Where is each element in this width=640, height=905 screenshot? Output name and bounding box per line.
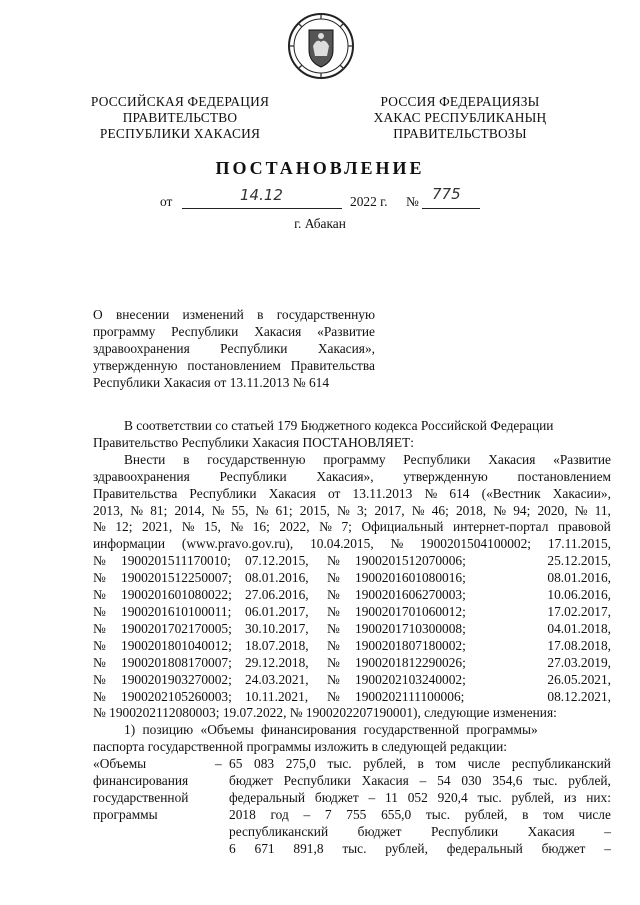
word: здравоохранения [93,468,190,484]
registry-cell: 1900201701060012; [355,603,466,619]
amendment-line [93,452,611,469]
body-paragraph-line: В соответствии со статьей 179 Бюджетного кодекса Российской Федерации [124,418,554,433]
header-left-line: РЕСПУБЛИКИ ХАКАСИЯ [99,126,261,141]
word: 671 [254,840,275,856]
passport-left-line: «Объемы [93,756,147,772]
subject-block [93,306,375,391]
word: год [270,806,289,822]
word: № [181,519,195,535]
item-1-line: 1) позицию «Объемы финансирования государственной программы» [124,722,538,738]
word: Республики [219,468,287,484]
word: 614 [449,485,470,501]
header-right-line: РОССИЯ ФЕДЕРАЦИЯЗЫ [380,94,540,109]
word: 94; [513,502,531,518]
word: (www.pravo.gov.ru), [181,536,294,552]
word: том [543,806,564,822]
word: Хакасия [527,823,575,839]
word: 16; [252,519,270,535]
amendment-line [93,503,611,520]
word: числе [467,756,501,772]
registry-row [93,587,611,604]
word: Правительства [93,485,178,501]
passport-right-column [229,756,611,857]
registry-row [93,570,611,587]
passport-right-line [229,824,611,841]
word: из [563,789,577,805]
registry-cell: 30.10.2017, [245,620,309,636]
word: бюджет [357,823,402,839]
word: № [390,536,404,552]
word: интернет-портал [453,519,549,535]
word: («Вестник [481,485,541,501]
word: рублей, [385,840,428,856]
word: федеральный [446,840,523,856]
header-left-line: ПРАВИТЕЛЬСТВО [122,110,238,125]
registry-row [93,689,611,706]
passport-right-line [229,790,611,807]
word: федеральный [229,789,306,805]
registry-cell: № [327,637,340,653]
registry-cell: № [327,587,340,603]
registry-cell: 1900201903270002; [121,671,232,687]
word: 61; [275,502,293,518]
registry-cell: № [93,603,106,619]
word: № [319,519,332,535]
word: рублей, [363,756,406,772]
word: № [211,502,225,518]
word: том [435,756,457,772]
word: бюджет [229,773,273,789]
registry-cell: 10.06.2016, [547,587,611,603]
document-title: ПОСТАНОВЛЕНИЕ [215,158,425,178]
word: 15, [204,519,221,535]
registry-cell: 07.12.2015, [245,553,309,569]
word: Хакасии», [552,485,611,501]
word: 46; [431,502,449,518]
word: 920,4 [437,789,468,805]
word: № [255,502,269,518]
registry-cell: 1900202103240002; [355,671,466,687]
word: 6 [229,840,236,856]
registry-cell: 1900201601080016; [355,570,466,586]
registry-cell: № [93,587,106,603]
registry-cell: № [327,688,340,704]
registry-cell: 08.01.2016, [547,570,611,586]
word: государственную [207,451,306,467]
word: Республики [430,823,499,839]
word: утвержденную [403,468,488,484]
word: 55, [231,502,249,518]
word: Внести [124,451,166,467]
word: 3; [356,502,368,518]
registry-cell: 27.03.2019, [547,654,611,670]
registry-cell: № [93,688,106,704]
registry-cell: 1900201710300008; [355,620,466,636]
handwritten-number: 775 [432,185,461,203]
word: 11, [594,502,611,518]
amendment-paragraph [93,452,611,553]
registry-cell: 1900201812290026; [355,654,466,670]
registry-numbers-table [93,553,611,705]
registry-cell: 1900202111100006; [355,688,465,704]
registry-cell: 24.03.2021, [245,671,309,687]
registry-cell: 17.08.2018, [547,637,611,653]
amendment-line [93,519,611,536]
registry-cell: № [327,553,340,569]
word: 655,0 [381,806,412,822]
word: бюджет [314,789,359,805]
word: 2015, [299,502,330,518]
header-right-line: ХАКАС РЕСПУБЛИКАНЫҢ [373,110,547,125]
word: – [419,773,427,789]
item-1-line: паспорта государственной программы изложить в следующей редакции: [93,739,508,755]
word: тыс. [425,806,451,822]
passport-dash: – [215,756,222,772]
word: постановлением [517,468,611,484]
registry-cell: № [327,654,340,670]
date-prefix: от [160,194,173,209]
registry-cell: № [93,570,106,586]
word: Хакасия [488,451,536,467]
word: 354,6 [492,773,523,789]
word: правовой [558,519,611,535]
body-paragraph-line: Правительство Республики Хакасия ПОСТАНОВЛЯЕТ: [93,434,414,450]
word: в [183,451,190,467]
passport-right-line [229,756,611,773]
registry-cell: 1900201702170005; [121,620,232,636]
header-left-block [80,94,280,142]
word: № [411,502,425,518]
document-body [93,418,611,858]
word: № [424,485,438,501]
word: тыс. [477,789,502,805]
word: 052 [407,789,428,805]
word: Республики [283,773,351,789]
word: № [130,502,144,518]
registry-cell: 1900202105260003; [121,688,232,704]
registry-row [93,638,611,655]
passport-left-line: программы [93,806,158,822]
registry-cell: № [93,654,106,670]
word: 13.11.2013 [352,485,413,501]
word: Республики [403,451,471,467]
word: 030 [461,773,482,789]
body-paragraph-line: № 1900202112080003; 19.07.2022, № 1900202207190001), следующие изменения: [93,705,557,721]
word: № [493,502,507,518]
registry-cell: 1900201601080022; [121,587,232,603]
registry-cell: 08.01.2016, [245,570,309,586]
word: Хакасия», [316,468,374,484]
word: 891,8 [293,840,324,856]
registry-cell: 1900201511170010; [121,553,231,569]
word: в [417,756,424,772]
word: республиканский [511,756,611,772]
word: 2020, [537,502,568,518]
word: рублей, [464,806,508,822]
word: № [337,502,350,518]
city-label: г. Абакан [294,216,346,231]
registry-cell: 1900201801040012; [121,637,232,653]
word: 2014, [174,502,205,518]
word: 65 [229,756,243,772]
header-left-line: РОССИЙСКАЯ ФЕДЕРАЦИЯ [90,94,270,109]
registry-row [93,604,611,621]
amendment-line [93,469,611,486]
word: информации [93,536,166,552]
word: 2018, [455,502,487,518]
year-text: 2022 г. [350,194,388,209]
registry-cell: № [93,553,106,569]
word: – [303,806,311,822]
word: 1900201504100002; [420,536,532,552]
word: бюджет [541,840,586,856]
registry-cell: 08.12.2021, [547,688,611,704]
registry-cell: 04.01.2018, [547,620,611,636]
word: 2017, [374,502,405,518]
word: числе [578,806,611,822]
word: Официальный [361,519,444,535]
word: 2022, [279,519,310,535]
registry-cell: № [93,671,106,687]
word: Хакасия [268,485,316,501]
word: – [368,789,376,805]
word: 7 [324,806,332,822]
word: № [230,519,244,535]
coat-of-arms-emblem [287,12,355,80]
registry-cell: 25.12.2015, [547,553,611,569]
registry-cell: 26.05.2021, [547,671,611,687]
word: Хакасия [361,773,409,789]
registry-cell: 1900201606270003; [355,587,466,603]
registry-row [93,553,611,570]
word: рублей, [511,789,555,805]
word: тыс. [342,840,367,856]
registry-row [93,672,611,689]
word: них: [586,789,611,805]
word: 2013, [93,502,124,518]
registry-cell: 29.12.2018, [245,654,309,670]
registry-cell: 17.02.2017, [547,603,611,619]
subject-line: утвержденную постановлением Правительства [93,358,375,373]
amendment-line [93,536,611,553]
header-right-block [360,94,560,142]
registry-cell: № [327,620,340,636]
registry-cell: 10.11.2021, [245,688,309,704]
word: 17.11.2015, [547,536,611,552]
word: 54 [437,773,451,789]
passport-right-line [229,841,611,858]
passport-left-line: государственной [93,789,189,805]
word: № [574,502,588,518]
subject-line: О внесении изменений в государственную [93,307,375,322]
registry-cell: 1900201807180002; [355,637,466,653]
registry-row [93,621,611,638]
registry-cell: № [327,671,340,687]
registry-row [93,655,611,672]
word: – [604,840,611,856]
subject-line: программу Республики Хакасия «Развитие [93,324,375,339]
word: 2018 [229,806,256,822]
word: 083 [254,756,275,772]
passport-table [93,756,611,857]
registry-cell: 1900201808170007; [121,654,232,670]
word: в [522,806,529,822]
number-sign: № [406,194,419,209]
registry-cell: 1900201512250007; [121,570,232,586]
registry-cell: № [327,570,340,586]
registry-cell: 1900201512070006; [355,553,466,569]
registry-cell: № [327,603,340,619]
word: 10.04.2015, [310,536,374,552]
registry-cell: 18.07.2018, [245,637,309,653]
handwritten-date: 14.12 [240,186,283,204]
registry-cell: 27.06.2016, [245,587,309,603]
passport-right-line [229,807,611,824]
registry-cell: № [93,620,106,636]
word: – [604,823,611,839]
word: программу [323,451,386,467]
word: рублей, [568,773,611,789]
registry-cell: 1900201610100011; [121,603,232,619]
subject-line: Республики Хакасия от 13.11.2013 № 614 [93,375,330,390]
word: 7; [341,519,352,535]
word: 275,0 [285,756,316,772]
header-right-line: ПРАВИТЕЛЬСТВОЗЫ [393,126,527,141]
word: Республики [189,485,257,501]
word: тыс. [327,756,352,772]
word: 755 [346,806,367,822]
amendment-line [93,486,611,503]
word: 81; [150,502,168,518]
word: 12; [115,519,133,535]
subject-line: здравоохранения Республики Хакасия», [93,341,375,356]
word: республиканский [229,823,329,839]
passport-right-line [229,773,611,790]
word: от [328,485,341,501]
passport-left-line: финансирования [93,773,189,789]
registry-cell: № [93,637,106,653]
passport-left-column [93,756,215,857]
word: 2021, [142,519,173,535]
word: тыс. [533,773,558,789]
word: «Развитие [553,451,611,467]
registry-cell: 06.01.2017, [245,603,309,619]
word: 11 [385,789,398,805]
word: № [93,519,106,535]
